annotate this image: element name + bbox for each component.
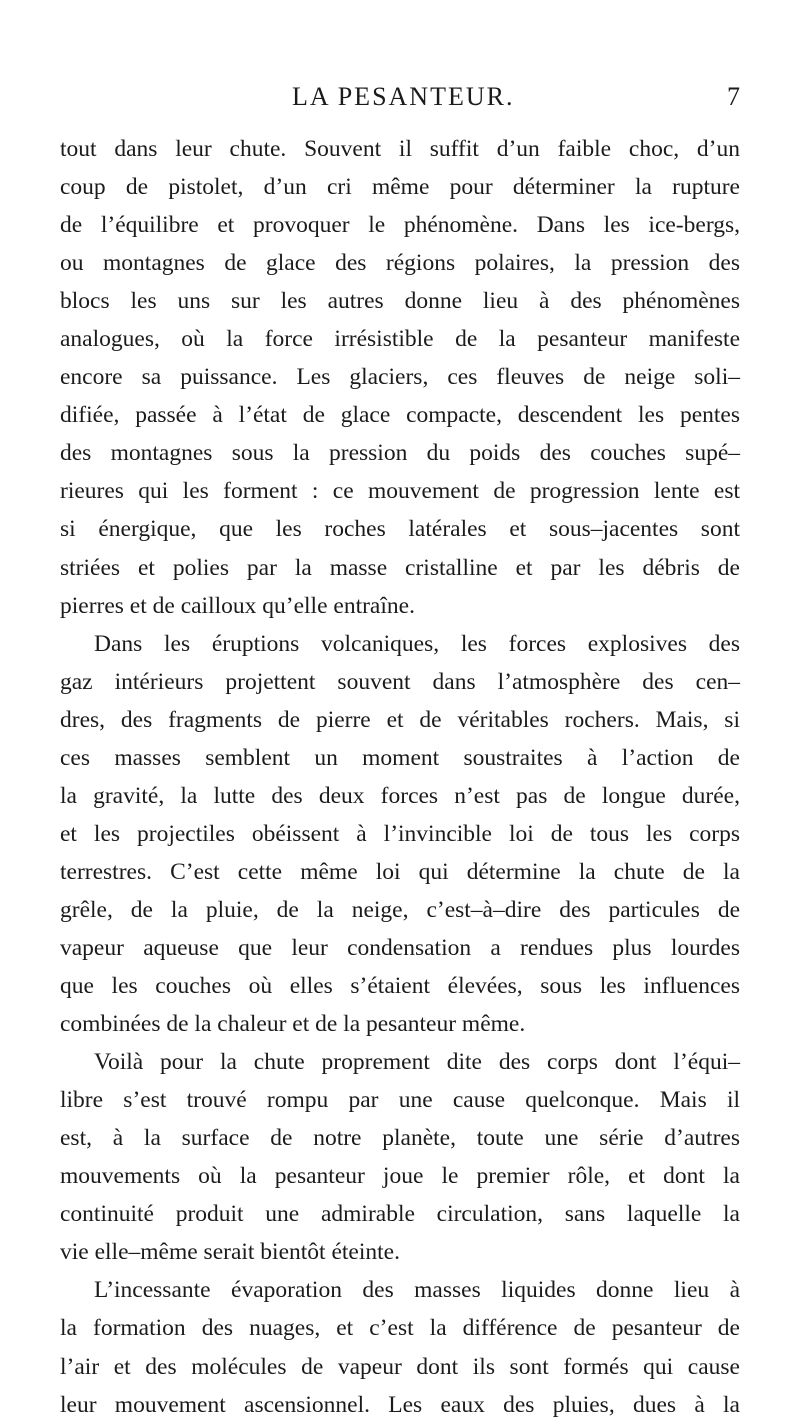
text-line: tout dans leur chute. Souvent il suffit d’un faible choc, d’un [60, 136, 740, 162]
text-line: l’air et des molécules de vapeur dont ils sont formés qui cause [60, 1353, 740, 1380]
running-title: LA PESANTEUR. [292, 82, 515, 111]
text-line: striées et polies par la masse cristalline et par les débris de [60, 554, 740, 581]
text-line: grêle, de la pluie, de la neige, c’est–à–dire des particules de [60, 896, 740, 923]
text-line: ces masses semblent un moment soustraites à l’action de [60, 744, 740, 771]
text-line: ou montagnes de glace des régions polaires, la pression des [60, 250, 740, 277]
page-number: 7 [727, 82, 740, 111]
text-line: si énergique, que les roches latérales et sous–jacentes sont [60, 516, 740, 543]
text-line: libre s’est trouvé rompu par une cause quelconque. Mais il [60, 1087, 740, 1114]
text-line: la formation des nuages, et c’est la différence de pesanteur de [60, 1315, 740, 1342]
text-line: terrestres. C’est cette même loi qui détermine la chute de la [60, 858, 740, 885]
text-line: leur mouvement ascensionnel. Les eaux des pluies, dues à la [60, 1391, 740, 1418]
text-line: combinées de la chaleur et de la pesanteur même. [60, 1011, 526, 1038]
text-line: Voilà pour la chute proprement dite des corps dont l’équi– [94, 1049, 740, 1076]
text-line: des montagnes sous la pression du poids des couches supé– [60, 440, 740, 467]
body-text [60, 130, 740, 1424]
text-line: la gravité, la lutte des deux forces n’est pas de longue durée, [60, 782, 740, 809]
text-line: et les projectiles obéissent à l’invincible loi de tous les corps [60, 820, 740, 847]
text-line: coup de pistolet, d’un cri même pour déterminer la rupture [60, 174, 740, 201]
text-line: Dans les éruptions volcaniques, les forces explosives des [94, 630, 740, 657]
text-line: dres, des fragments de pierre et de véritables rochers. Mais, si [60, 706, 740, 733]
text-line: mouvements où la pesanteur joue le premier rôle, et dont la [60, 1163, 740, 1190]
text-line: de l’équilibre et provoquer le phénomène. Dans les ice-bergs, [60, 212, 740, 239]
text-line: blocs les uns sur les autres donne lieu à des phénomènes [60, 288, 740, 315]
page-header [0, 82, 800, 122]
text-line: est, à la surface de notre planète, toute une série d’autres [60, 1125, 740, 1152]
text-line: pierres et de cailloux qu’elle entraîne. [60, 592, 415, 619]
text-line: vapeur aqueuse que leur condensation a rendues plus lourdes [60, 934, 740, 961]
text-line: encore sa puissance. Les glaciers, ces fleuves de neige soli– [60, 364, 740, 391]
text-line: vie elle–même serait bientôt éteinte. [60, 1239, 400, 1266]
text-line: que les couches où elles s’étaient élevées, sous les influences [60, 973, 740, 1000]
text-line: L’incessante évaporation des masses liquides donne lieu à [94, 1277, 740, 1304]
text-line: rieures qui les forment : ce mouvement de progression lente est [60, 478, 740, 505]
text-line: gaz intérieurs projettent souvent dans l’atmosphère des cen– [60, 668, 740, 695]
text-line: continuité produit une admirable circulation, sans laquelle la [60, 1201, 740, 1228]
text-line: analogues, où la force irrésistible de la pesanteur manifeste [60, 326, 740, 353]
text-line: difiée, passée à l’état de glace compacte, descendent les pentes [60, 402, 740, 429]
